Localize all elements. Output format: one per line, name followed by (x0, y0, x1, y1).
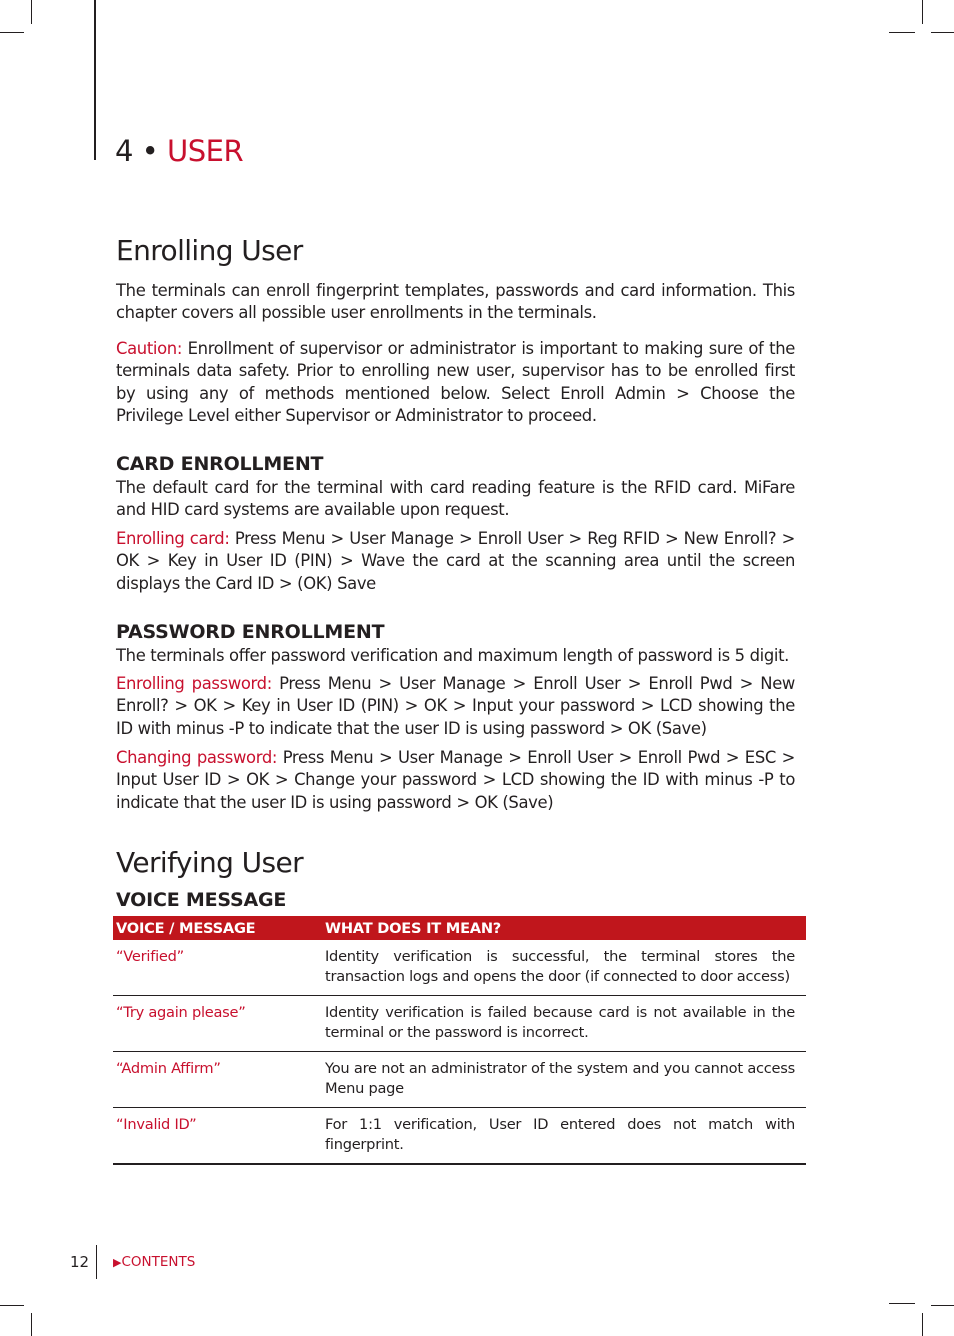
voice-cell: “Invalid ID” (113, 1108, 322, 1165)
chapter-rule (94, 0, 96, 160)
section-heading-enrolling: Enrolling User (116, 234, 303, 267)
password-enrollment-heading: PASSWORD ENROLLMENT (116, 621, 385, 643)
enrolling-card-paragraph (116, 528, 795, 595)
table-row (113, 1052, 806, 1108)
crop-mark (889, 32, 915, 33)
meaning-cell: You are not an administrator of the system and you cannot access Menu page (322, 1052, 806, 1108)
column-header-meaning: WHAT DOES IT MEAN? (322, 916, 806, 940)
enrolling-card-label: Enrolling card: (116, 529, 230, 548)
contents-link[interactable] (113, 1253, 195, 1272)
page-number: 12 (70, 1253, 90, 1271)
crop-mark (0, 32, 24, 33)
changing-password-paragraph (116, 747, 795, 814)
crop-mark (922, 1313, 923, 1336)
crop-mark (889, 1303, 915, 1304)
crop-mark (31, 0, 32, 24)
section-heading-verifying: Verifying User (116, 846, 304, 879)
caution-label: Caution: (116, 339, 182, 358)
changing-password-label: Changing password: (116, 748, 278, 767)
enrolling-password-label: Enrolling password: (116, 674, 272, 693)
crop-mark (922, 0, 923, 24)
password-enrollment-text: The terminals offer password verification and maximum length of password is 5 digit. (116, 646, 790, 665)
caution-text: Enrollment of supervisor or administrator is important to making sure of the terminals data safety. Prior to enrolling new user, supervisor has to be enrolled first by using any of methods mentioned below. Select Enroll Admin > Choose the Privilege Level either Supervisor or Administrator to proceed. (116, 339, 795, 426)
crop-mark (31, 1313, 32, 1336)
table-row (113, 940, 806, 996)
voice-message-heading: VOICE MESSAGE (116, 889, 287, 911)
chapter-number: 4 • (115, 134, 159, 168)
changing-password-text: Press Menu > User Manage > Enroll User > Enroll Pwd > ESC > Input User ID > OK > Change your password > LCD showing the ID with minus -P to indicate that the user ID is using password > OK (Save) (116, 748, 795, 812)
contents-link-label: CONTENTS (121, 1254, 196, 1270)
triangle-right-icon: ▶ (113, 1256, 122, 1269)
voice-cell: “Verified” (113, 940, 322, 996)
crop-mark (931, 32, 954, 33)
crop-mark (931, 1305, 954, 1306)
voice-cell: “Admin Affirm” (113, 1052, 322, 1108)
meaning-cell: For 1:1 verification, User ID entered does not match with fingerprint. (322, 1108, 806, 1165)
voice-message-table (113, 916, 806, 1165)
meaning-cell: Identity verification is successful, the terminal stores the transaction logs and opens the door (if connected to door access) (322, 940, 806, 996)
enrolling-password-paragraph (116, 673, 795, 740)
footer-rule (96, 1245, 97, 1279)
meaning-cell: Identity verification is failed because card is not available in the terminal or the password is incorrect. (322, 996, 806, 1052)
caution-paragraph (116, 338, 795, 428)
enrolling-password-text: Press Menu > User Manage > Enroll User > Enroll Pwd > New Enroll? > OK > Key in User ID (PIN) > OK > Input your password > LCD showing the ID with minus -P to indicate that the user ID is using password > OK (Save) (116, 674, 795, 738)
table-row (113, 1108, 806, 1165)
chapter-heading (115, 132, 243, 170)
card-enrollment-heading: CARD ENROLLMENT (116, 453, 324, 475)
card-enrollment-text: The default card for the terminal with card reading feature is the RFID card. MiFare and HID card systems are available upon request. (116, 478, 795, 520)
table-header-row (113, 916, 806, 940)
enrolling-intro: The terminals can enroll fingerprint templates, passwords and card information. This chapter covers all possible user enrollments in the terminals. (116, 281, 795, 323)
crop-mark (0, 1305, 24, 1306)
table-row (113, 996, 806, 1052)
column-header-voice: VOICE / MESSAGE (113, 916, 322, 940)
chapter-title: USER (167, 134, 244, 168)
enrolling-card-text: Press Menu > User Manage > Enroll User > Reg RFID > New Enroll? > OK > Key in User ID (PIN) > Wave the card at the scanning area until the screen displays the Card ID > (OK) Save (116, 529, 795, 593)
voice-cell: “Try again please” (113, 996, 322, 1052)
